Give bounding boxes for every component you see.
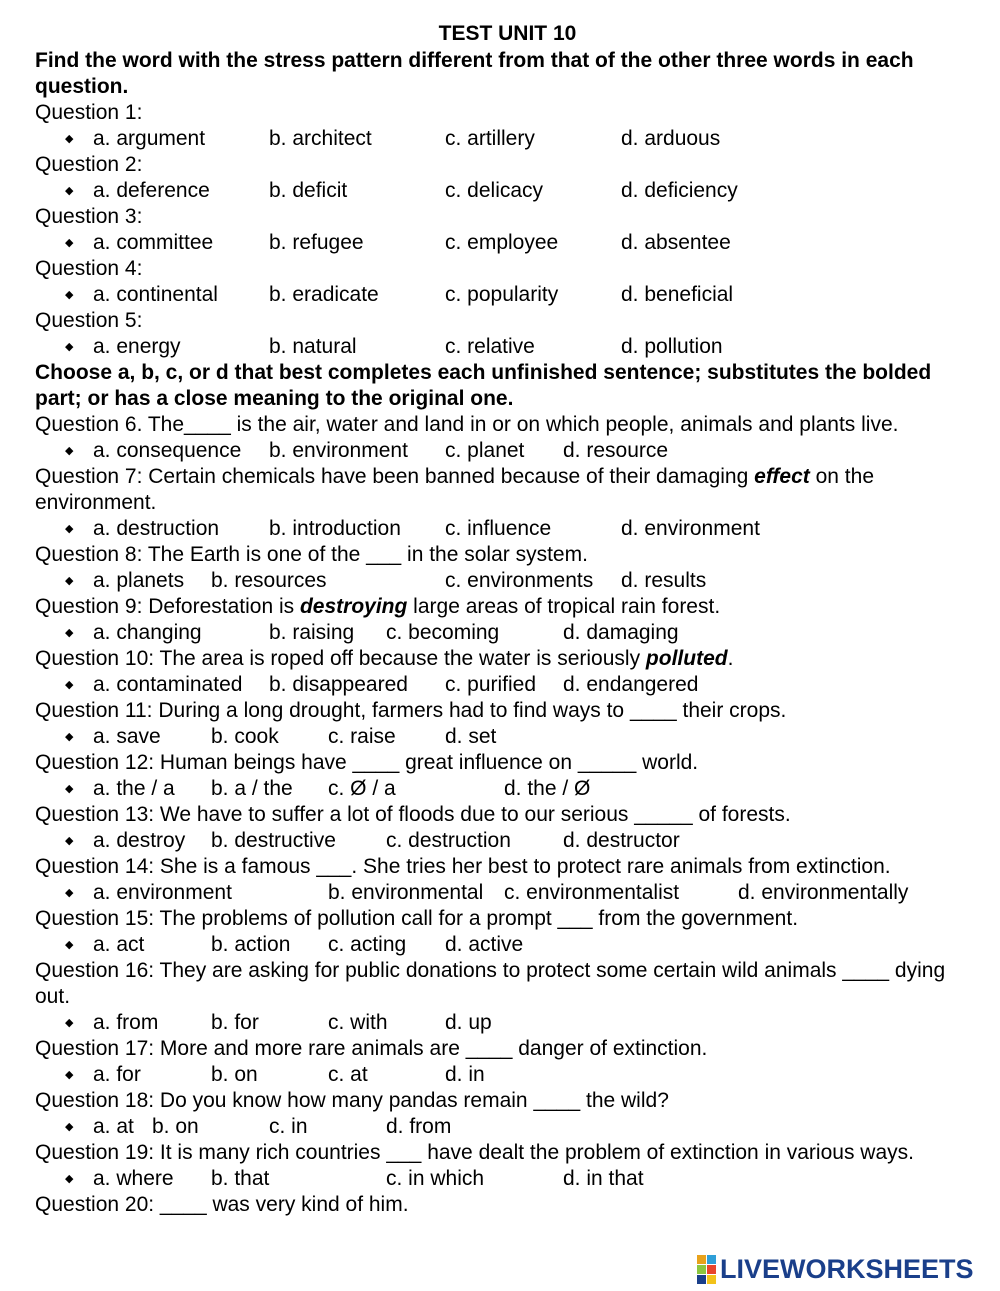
option-c[interactable]: c. environmentalist xyxy=(504,881,680,904)
logo-text: LIVEWORKSHEETS xyxy=(720,1253,974,1284)
question-text: Question 9: Deforestation is xyxy=(35,595,300,618)
question-1: Question 1: xyxy=(35,101,143,124)
options-row xyxy=(35,516,980,542)
question-text: large areas of tropical rain forest. xyxy=(407,595,721,618)
option-b[interactable]: b. for xyxy=(211,1011,259,1034)
options-row xyxy=(35,334,980,360)
option-a[interactable]: a. planets xyxy=(93,569,185,592)
logo-square xyxy=(707,1255,716,1264)
logo-square xyxy=(707,1265,716,1274)
bullet-icon: ◆ xyxy=(65,939,74,951)
question-6: Question 6. The____ is the air, water and land in or on which people, animals and plants live. xyxy=(35,413,899,436)
bullet-icon: ◆ xyxy=(65,887,74,899)
liveworksheets-logo xyxy=(697,1253,974,1285)
option-a[interactable]: a. changing xyxy=(93,621,202,644)
question-19: Question 19: It is many rich countries ___ have dealt the problem of extinction in various ways. xyxy=(35,1141,914,1164)
option-b[interactable]: b. destructive xyxy=(211,829,336,852)
option-d[interactable]: d. results xyxy=(621,569,707,592)
emphasized-word: polluted xyxy=(645,647,728,670)
option-c[interactable]: c. at xyxy=(328,1063,368,1086)
options-row xyxy=(35,230,980,256)
question-3: Question 3: xyxy=(35,205,143,228)
option-a[interactable]: a. argument xyxy=(93,127,206,150)
option-c[interactable]: c. raise xyxy=(328,725,396,748)
options-row xyxy=(35,282,980,308)
option-d[interactable]: d. deficiency xyxy=(621,179,738,202)
question-5: Question 5: xyxy=(35,309,143,332)
question-20: Question 20: ____ was very kind of him. xyxy=(35,1193,409,1216)
bullet-icon: ◆ xyxy=(65,575,74,587)
option-a[interactable]: a. where xyxy=(93,1167,174,1190)
options-row xyxy=(35,724,980,750)
option-c[interactable]: c. relative xyxy=(445,335,535,358)
question-4: Question 4: xyxy=(35,257,143,280)
options-row xyxy=(35,1062,980,1088)
bullet-icon: ◆ xyxy=(65,679,74,691)
option-b[interactable]: b. action xyxy=(211,933,291,956)
question-10 xyxy=(35,646,980,672)
question-11: Question 11: During a long drought, farmers had to find ways to ____ their crops. xyxy=(35,699,787,722)
option-c[interactable]: c. acting xyxy=(328,933,407,956)
logo-square xyxy=(697,1265,706,1274)
option-b[interactable]: b. on xyxy=(152,1115,199,1138)
options-row xyxy=(35,776,980,802)
question-text: Question 10: The area is roped off because the water is seriously xyxy=(35,647,646,670)
option-d[interactable]: d. environmentally xyxy=(738,881,909,904)
option-b[interactable]: b. introduction xyxy=(269,517,401,540)
option-a[interactable]: a. for xyxy=(93,1063,141,1086)
option-a[interactable]: a. consequence xyxy=(93,439,242,462)
option-d[interactable]: d. arduous xyxy=(621,127,721,150)
option-a[interactable]: a. destroy xyxy=(93,829,186,852)
logo-grid-icon xyxy=(697,1255,716,1284)
bullet-icon: ◆ xyxy=(65,835,74,847)
option-a[interactable]: a. continental xyxy=(93,283,218,306)
bullet-icon: ◆ xyxy=(65,133,74,145)
option-d[interactable]: d. environment xyxy=(621,517,760,540)
option-c[interactable]: c. with xyxy=(328,1011,388,1034)
option-b[interactable]: b. a / the xyxy=(211,777,293,800)
logo-square xyxy=(697,1255,706,1264)
bullet-icon: ◆ xyxy=(65,627,74,639)
option-c[interactable]: c. environments xyxy=(445,569,594,592)
option-b[interactable]: b. cook xyxy=(211,725,279,748)
bullet-icon: ◆ xyxy=(65,1173,74,1185)
option-a[interactable]: a. the / a xyxy=(93,777,175,800)
options-row xyxy=(35,828,980,854)
options-row xyxy=(35,1010,980,1036)
emphasized-word: effect xyxy=(754,465,810,488)
bullet-icon: ◆ xyxy=(65,445,74,457)
bullet-icon: ◆ xyxy=(65,341,74,353)
option-d[interactable]: d. from xyxy=(386,1115,452,1138)
option-d[interactable]: d. active xyxy=(445,933,524,956)
option-c[interactable]: c. popularity xyxy=(445,283,559,306)
logo-square xyxy=(707,1275,716,1284)
bullet-icon: ◆ xyxy=(65,1121,74,1133)
question-text: on the environment. xyxy=(35,465,875,514)
option-a[interactable]: a. contaminated xyxy=(93,673,243,696)
bullet-icon: ◆ xyxy=(65,1069,74,1081)
options-row xyxy=(35,178,980,204)
question-2: Question 2: xyxy=(35,153,143,176)
options-row xyxy=(35,620,980,646)
option-b[interactable]: b. deficit xyxy=(269,179,348,202)
option-d[interactable]: d. up xyxy=(445,1011,492,1034)
options-row xyxy=(35,1166,980,1192)
bullet-icon: ◆ xyxy=(65,731,74,743)
option-c[interactable]: c. purified xyxy=(445,673,537,696)
option-b[interactable]: b. eradicate xyxy=(269,283,379,306)
option-b[interactable]: b. on xyxy=(211,1063,258,1086)
bullet-icon: ◆ xyxy=(65,1017,74,1029)
options-row xyxy=(35,1114,980,1140)
options-row xyxy=(35,126,980,152)
worksheet-title: TEST UNIT 10 xyxy=(438,22,577,45)
question-13: Question 13: We have to suffer a lot of floods due to our serious _____ of forests. xyxy=(35,803,791,826)
option-c[interactable]: c. employee xyxy=(445,231,559,254)
bullet-icon: ◆ xyxy=(65,185,74,197)
option-c[interactable]: c. destruction xyxy=(386,829,511,852)
option-d[interactable]: d. endangered xyxy=(563,673,699,696)
option-c[interactable]: c. influence xyxy=(445,517,552,540)
option-d[interactable]: d. beneficial xyxy=(621,283,734,306)
option-c[interactable]: c. artillery xyxy=(445,127,535,150)
emphasized-word: destroying xyxy=(299,595,408,618)
question-16: Question 16: They are asking for public donations to protect some certain wild animals ____ dying out. xyxy=(35,959,946,1008)
option-a[interactable]: a. save xyxy=(93,725,161,748)
options-row xyxy=(35,438,980,464)
option-c[interactable]: c. in which xyxy=(386,1167,485,1190)
option-c[interactable]: c. delicacy xyxy=(445,179,544,202)
option-a[interactable]: a. at xyxy=(93,1115,134,1138)
option-a[interactable]: a. from xyxy=(93,1011,159,1034)
bullet-icon: ◆ xyxy=(65,523,74,535)
options-row xyxy=(35,880,980,906)
section-instruction: Choose a, b, c, or d that best completes each unfinished sentence; substitutes the bolded part; or has a close meaning to the original one. xyxy=(35,361,932,410)
worksheet-content xyxy=(35,48,980,1218)
option-a[interactable]: a. destruction xyxy=(93,517,220,540)
option-c[interactable]: c. becoming xyxy=(386,621,500,644)
question-14: Question 14: She is a famous ___. She tries her best to protect rare animals from extinction. xyxy=(35,855,891,878)
question-text: Question 7: Certain chemicals have been banned because of their damaging xyxy=(35,465,755,488)
worksheet xyxy=(35,20,980,1218)
option-a[interactable]: a. environment xyxy=(93,881,232,904)
bullet-icon: ◆ xyxy=(65,783,74,795)
option-d[interactable]: d. in xyxy=(445,1063,485,1086)
question-18: Question 18: Do you know how many pandas remain ____ the wild? xyxy=(35,1089,669,1112)
option-d[interactable]: d. set xyxy=(445,725,497,748)
option-d[interactable]: d. damaging xyxy=(563,621,679,644)
option-a[interactable]: a. deference xyxy=(93,179,210,202)
bullet-icon: ◆ xyxy=(65,289,74,301)
question-12: Question 12: Human beings have ____ great influence on _____ world. xyxy=(35,751,699,774)
option-b[interactable]: b. raising xyxy=(269,621,355,644)
option-b[interactable]: b. natural xyxy=(269,335,357,358)
option-a[interactable]: a. committee xyxy=(93,231,214,254)
option-d[interactable]: d. absentee xyxy=(621,231,731,254)
option-b[interactable]: b. refugee xyxy=(269,231,364,254)
option-d[interactable]: d. resource xyxy=(563,439,669,462)
option-c[interactable]: c. in xyxy=(269,1115,308,1138)
option-a[interactable]: a. act xyxy=(93,933,145,956)
option-d[interactable]: d. pollution xyxy=(621,335,723,358)
options-row xyxy=(35,932,980,958)
options-row xyxy=(35,568,980,594)
question-9 xyxy=(35,594,980,620)
bullet-icon: ◆ xyxy=(65,237,74,249)
option-c[interactable]: c. Ø / a xyxy=(328,777,396,800)
option-b[interactable]: b. resources xyxy=(211,569,327,592)
question-text: . xyxy=(727,647,734,670)
option-d[interactable]: d. destructor xyxy=(563,829,680,852)
option-d[interactable]: d. the / Ø xyxy=(504,777,591,800)
option-b[interactable]: b. environmental xyxy=(328,881,484,904)
option-d[interactable]: d. in that xyxy=(563,1167,644,1190)
question-15: Question 15: The problems of pollution call for a prompt ___ from the government. xyxy=(35,907,799,930)
logo-square xyxy=(697,1275,706,1284)
section-instruction: Find the word with the stress pattern different from that of the other three words in each question. xyxy=(35,49,914,98)
options-row xyxy=(35,672,980,698)
option-b[interactable]: b. that xyxy=(211,1167,270,1190)
option-b[interactable]: b. disappeared xyxy=(269,673,408,696)
option-c[interactable]: c. planet xyxy=(445,439,525,462)
question-17: Question 17: More and more rare animals are ____ danger of extinction. xyxy=(35,1037,708,1060)
option-b[interactable]: b. environment xyxy=(269,439,408,462)
question-7 xyxy=(35,464,980,516)
option-b[interactable]: b. architect xyxy=(269,127,372,150)
question-8: Question 8: The Earth is one of the ___ in the solar system. xyxy=(35,543,588,566)
option-a[interactable]: a. energy xyxy=(93,335,181,358)
